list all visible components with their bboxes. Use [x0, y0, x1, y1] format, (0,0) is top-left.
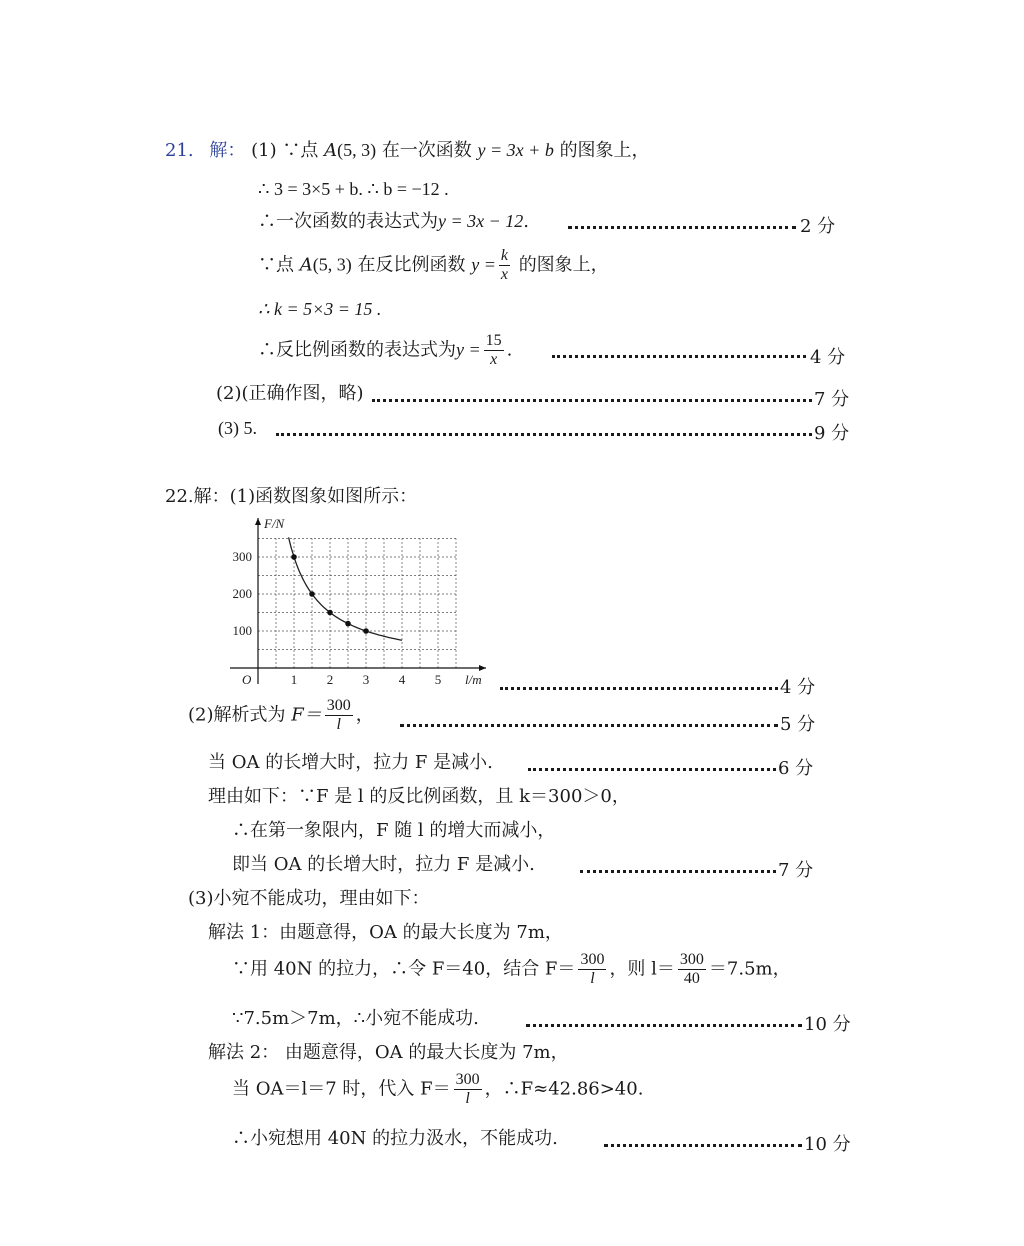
q22-part2-line-3: 理由如下：∵F 是 l 的反比例函数，且 k＝300＞0， — [208, 786, 630, 807]
dot-leader — [500, 673, 778, 690]
dot-leader — [528, 754, 776, 771]
numerator: 300 — [580, 951, 605, 968]
q22-score-6: 6 分 — [778, 758, 814, 779]
q21-line-1 — [165, 141, 650, 160]
q22-score-5: 5 分 — [780, 714, 816, 735]
q21-text: 的图象上， — [559, 140, 650, 161]
dot-leader — [580, 856, 776, 873]
q22-method1-line-2 — [232, 952, 791, 987]
dot-leader — [400, 710, 778, 727]
x-axis-arrow — [479, 665, 486, 671]
numerator: 300 — [326, 697, 351, 714]
denominator: 40 — [683, 970, 700, 987]
fraction-300-over-l — [578, 952, 606, 987]
q22-text: ＝7.5m， — [708, 958, 791, 980]
x-tick-label: 4 — [398, 672, 406, 687]
fraction-k-over-x — [499, 248, 510, 283]
q21-point-A: A — [299, 254, 313, 276]
q22-part2-line-1 — [188, 698, 374, 733]
numerator: k — [500, 247, 508, 264]
q21-b-value: . ∴ b = −12 . — [358, 179, 449, 199]
q22-method2-line-2 — [232, 1072, 643, 1107]
dot-leader — [604, 1130, 802, 1147]
q21-point-coords: (5, 3) — [337, 140, 377, 160]
data-point — [345, 621, 351, 627]
chart-grid — [258, 539, 456, 669]
q22-score-10b: 10 分 — [804, 1134, 851, 1155]
q22-graph-score: 4 分 — [780, 677, 816, 698]
q21-equation: y = — [471, 254, 496, 275]
data-point — [363, 628, 369, 634]
q21-score-7: 7 分 — [814, 389, 850, 410]
data-point — [291, 554, 297, 560]
q21-text: ∵点 — [258, 254, 294, 276]
q21-score-9: 9 分 — [814, 423, 850, 444]
q22-text: (2)解析式为 — [188, 704, 286, 726]
q21-line-5: ∴ k = 5×3 = 15 . — [258, 299, 382, 319]
q22-part3-heading: (3)小宛不能成功，理由如下： — [188, 888, 430, 909]
q21-text: 在一次函数 — [381, 140, 472, 161]
q21-line-6 — [258, 333, 512, 368]
q22-text: ， — [355, 704, 374, 726]
q21-text: 的图象上， — [518, 254, 609, 276]
q21-text: ∵点 — [282, 140, 319, 161]
denominator: l — [465, 1090, 470, 1107]
dot-leader — [526, 1010, 802, 1027]
q22-text: 当 OA＝l＝7 时，代入 F＝ — [232, 1078, 451, 1100]
y-tick-label: 100 — [232, 623, 252, 638]
y-axis-label: F/N — [264, 516, 285, 531]
q21-score-2: 2 分 — [800, 216, 836, 237]
x-tick-label: 3 — [362, 672, 370, 687]
q21-number: 21. — [165, 140, 194, 161]
x-tick-label: 2 — [326, 672, 334, 687]
numerator: 300 — [455, 1071, 480, 1088]
q21-equation: y = — [456, 339, 481, 360]
q22-part2-line-4: ∴在第一象限内，F 随 l 的增大而减小， — [232, 820, 556, 841]
inverse-proportion-chart — [228, 512, 498, 688]
q21-linear-result: y = 3x − 12 — [438, 211, 524, 231]
q22-equation: F＝ — [291, 704, 322, 726]
y-axis-arrow — [255, 518, 261, 525]
y-tick-label: 300 — [232, 549, 252, 564]
q22-part2-line-5: 即当 OA 的长增大时，拉力 F 是减小. — [232, 854, 535, 875]
dot-leader — [568, 212, 796, 229]
q21-point-coords: (5, 3) — [312, 254, 352, 275]
fraction-15-over-x — [484, 333, 504, 368]
x-tick-label: 1 — [290, 672, 298, 687]
q21-score-4: 4 分 — [810, 347, 846, 368]
data-point — [309, 591, 315, 597]
dot-leader — [276, 419, 812, 436]
q22-score-10a: 10 分 — [804, 1014, 851, 1035]
q21-text: 在反比例函数 — [357, 254, 466, 276]
dot-leader — [372, 385, 812, 402]
dot-leader — [552, 341, 806, 358]
x-tick-label: 5 — [434, 672, 442, 687]
q22-text: ∵用 40N 的拉力，∴令 F＝40，结合 F＝ — [232, 958, 576, 980]
origin-label: O — [242, 672, 252, 687]
q22-heading: 22.解：(1)函数图象如图所示： — [165, 486, 418, 507]
denominator: x — [500, 266, 508, 283]
q21-line-7: (2)(正确作图，略) — [216, 383, 364, 404]
numerator: 15 — [485, 332, 502, 349]
q21-line-3 — [258, 212, 529, 231]
q22-text: ，∴F≈42.86>40. — [484, 1078, 644, 1100]
q21-text: . — [506, 339, 513, 361]
q21-text: ∴反比例函数的表达式为 — [258, 339, 456, 361]
q21-line-8: (3) 5. — [218, 418, 257, 438]
q22-method2-heading: 解法 2： 由题意得，OA 的最大长度为 7m， — [208, 1042, 569, 1063]
denominator: x — [490, 351, 498, 368]
denominator: l — [336, 716, 341, 733]
q22-method1-line-3: ∵7.5m＞7m，∴小宛不能成功. — [232, 1008, 479, 1029]
q21-substitution: ∴ 3 = 3×5 + b — [258, 179, 359, 199]
q22-score-7: 7 分 — [778, 860, 814, 881]
fraction-300-over-40 — [678, 952, 706, 987]
q21-text: . — [523, 211, 530, 232]
q21-line-4 — [258, 248, 609, 283]
q21-text: ∴一次函数的表达式为 — [258, 211, 438, 232]
data-point — [327, 610, 333, 616]
denominator: l — [590, 970, 595, 987]
q22-part2-line-2: 当 OA 的长增大时，拉力 F 是减小. — [208, 752, 493, 773]
q21-linear-equation: y = 3x + b — [477, 140, 554, 160]
x-axis-label: l/m — [465, 672, 482, 687]
q22-method2-line-3: ∴小宛想用 40N 的拉力汲水，不能成功. — [232, 1128, 558, 1149]
q22-method1-heading: 解法 1：由题意得，OA 的最大长度为 7m， — [208, 922, 563, 943]
chart-axes — [230, 518, 486, 684]
q22-text: ，则 l＝ — [609, 958, 675, 980]
y-tick-label: 200 — [232, 586, 252, 601]
q21-line-2 — [258, 180, 449, 198]
chart-labels — [233, 516, 482, 687]
q21-point-A: A — [324, 140, 338, 161]
q21-part1-marker: (1) — [251, 140, 277, 161]
curve-F-300-over-l — [289, 537, 402, 640]
q21-solution-label: 解： — [209, 140, 246, 161]
fraction-300-over-l — [325, 698, 353, 733]
fraction-300-over-l — [454, 1072, 482, 1107]
numerator: 300 — [679, 951, 704, 968]
